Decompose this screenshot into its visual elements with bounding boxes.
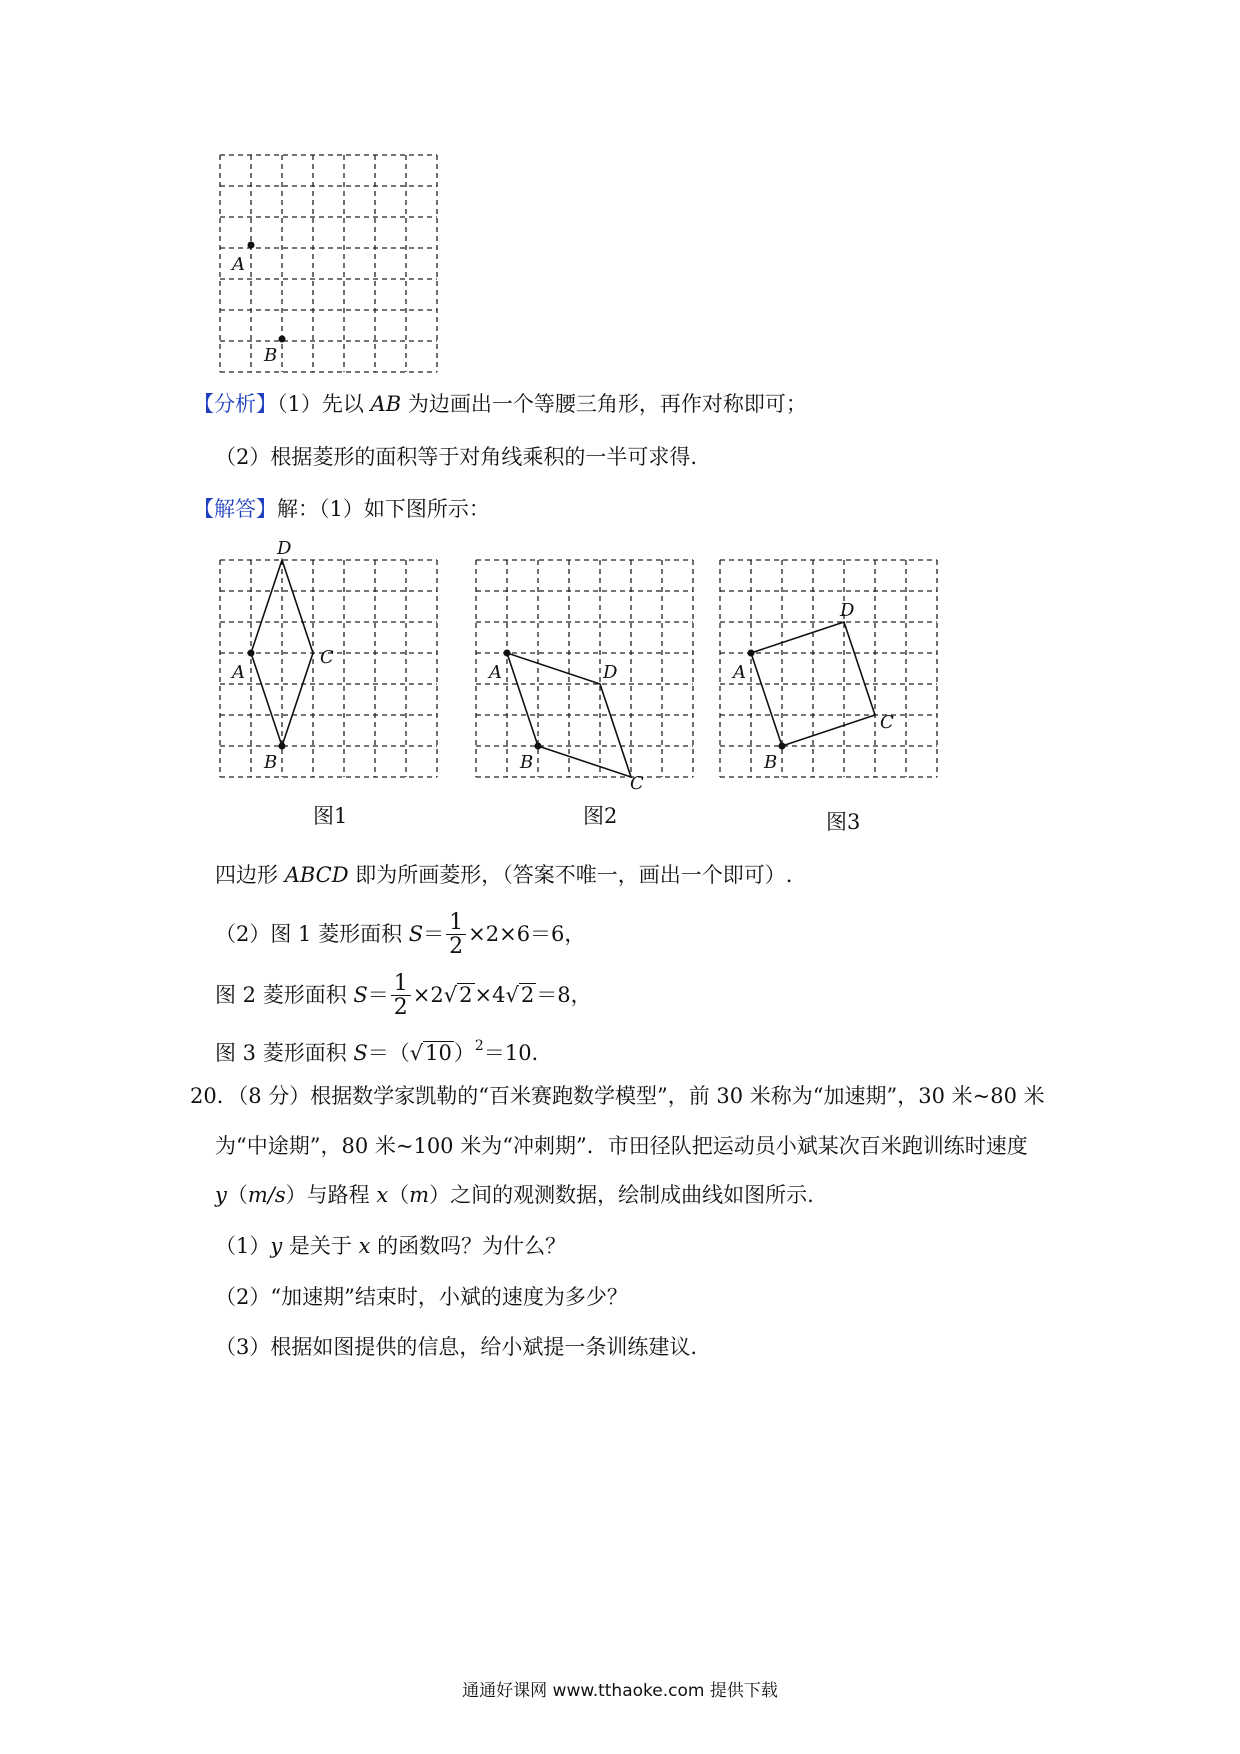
figure-1-caption: 图1 [313,804,348,828]
label-b: B [264,345,278,366]
label-c: C [320,647,334,668]
figure-2-caption: 图2 [583,804,618,828]
area-line-2: 图 2 菱形面积 S＝ $\frac{1}{2}$ ×2√2×4√2＝8， [215,967,592,1023]
q20-line-1: 20．（8 分）根据数学家凯勒的“百米赛跑数学模型”，前 30 米称为“加速期”，30 米~80 米 [190,1084,1045,1108]
area-line-3: 图 3 菱形面积 $S=(√10)^2=10$. [215,1038,539,1065]
q20-line-2: 为“中途期”，80 米~100 米为“冲刺期”．市田径队把运动员小斌某次百米跑训练时速度 [215,1134,1028,1158]
analysis-tag: 【分析】 [193,392,277,416]
label-d: D [277,538,292,559]
figure-1 [220,538,440,775]
area-line-1: （2）图 1 菱形面积 S＝ $\frac{1}{2}$ ×2×6＝6， [215,910,586,959]
label-c: C [880,712,894,733]
q20-line-3: y（m/s）与路程 x（m）之间的观测数据，绘制成曲线如图所示. [215,1183,814,1207]
q20-sub-3: （3）根据如图提供的信息，给小斌提一条训练建议. [215,1335,698,1359]
sqrt-symbol: √10 [409,1041,452,1065]
label-a: A [232,254,245,275]
sqrt-symbol: √2 [443,983,473,1007]
sqrt-symbol: √2 [505,983,535,1007]
q20-sub-2: （2）“加速期”结束时，小斌的速度为多少？ [215,1285,628,1309]
label-b: B [264,752,278,773]
figure-3 [720,560,940,775]
point-b [779,743,786,750]
point-a [504,650,511,657]
point-a [748,650,755,657]
q20-sub-1: （1）y 是关于 x 的函数吗？为什么？ [215,1234,567,1258]
label-b: B [520,752,534,773]
label-a: A [733,662,746,683]
footer-watermark: 通通好课网 www.tthaoke.com 提供下载 [462,1681,778,1701]
label-d: D [603,662,618,683]
conclusion-line: 四边形 ABCD 即为所画菱形，（答案不唯一，画出一个即可）. [215,863,793,887]
fraction-half: $\frac{1}{2}$ [446,912,466,959]
point-a [248,242,255,249]
solution-intro: 【解答】解：（1）如下图所示： [193,497,490,521]
point-b [279,336,286,343]
label-a: A [489,662,502,683]
figure-2 [476,560,696,794]
label-b: B [764,752,778,773]
label-c: C [630,773,644,794]
analysis-line-2: （2）根据菱形的面积等于对角线乘积的一半可求得. [215,445,698,469]
fraction-half: $\frac{1}{2}$ [391,973,411,1020]
analysis-line-1: 【分析】（1）先以 AB 为边画出一个等腰三角形，再作对称即可； [193,392,807,416]
grid-figure-top [220,155,440,370]
label-a: A [232,662,245,683]
solution-tag: 【解答】 [193,497,277,521]
point-a [248,650,255,657]
point-b [279,743,286,750]
figure-3-caption: 图3 [826,810,861,834]
label-d: D [840,600,855,621]
point-b [535,743,542,750]
